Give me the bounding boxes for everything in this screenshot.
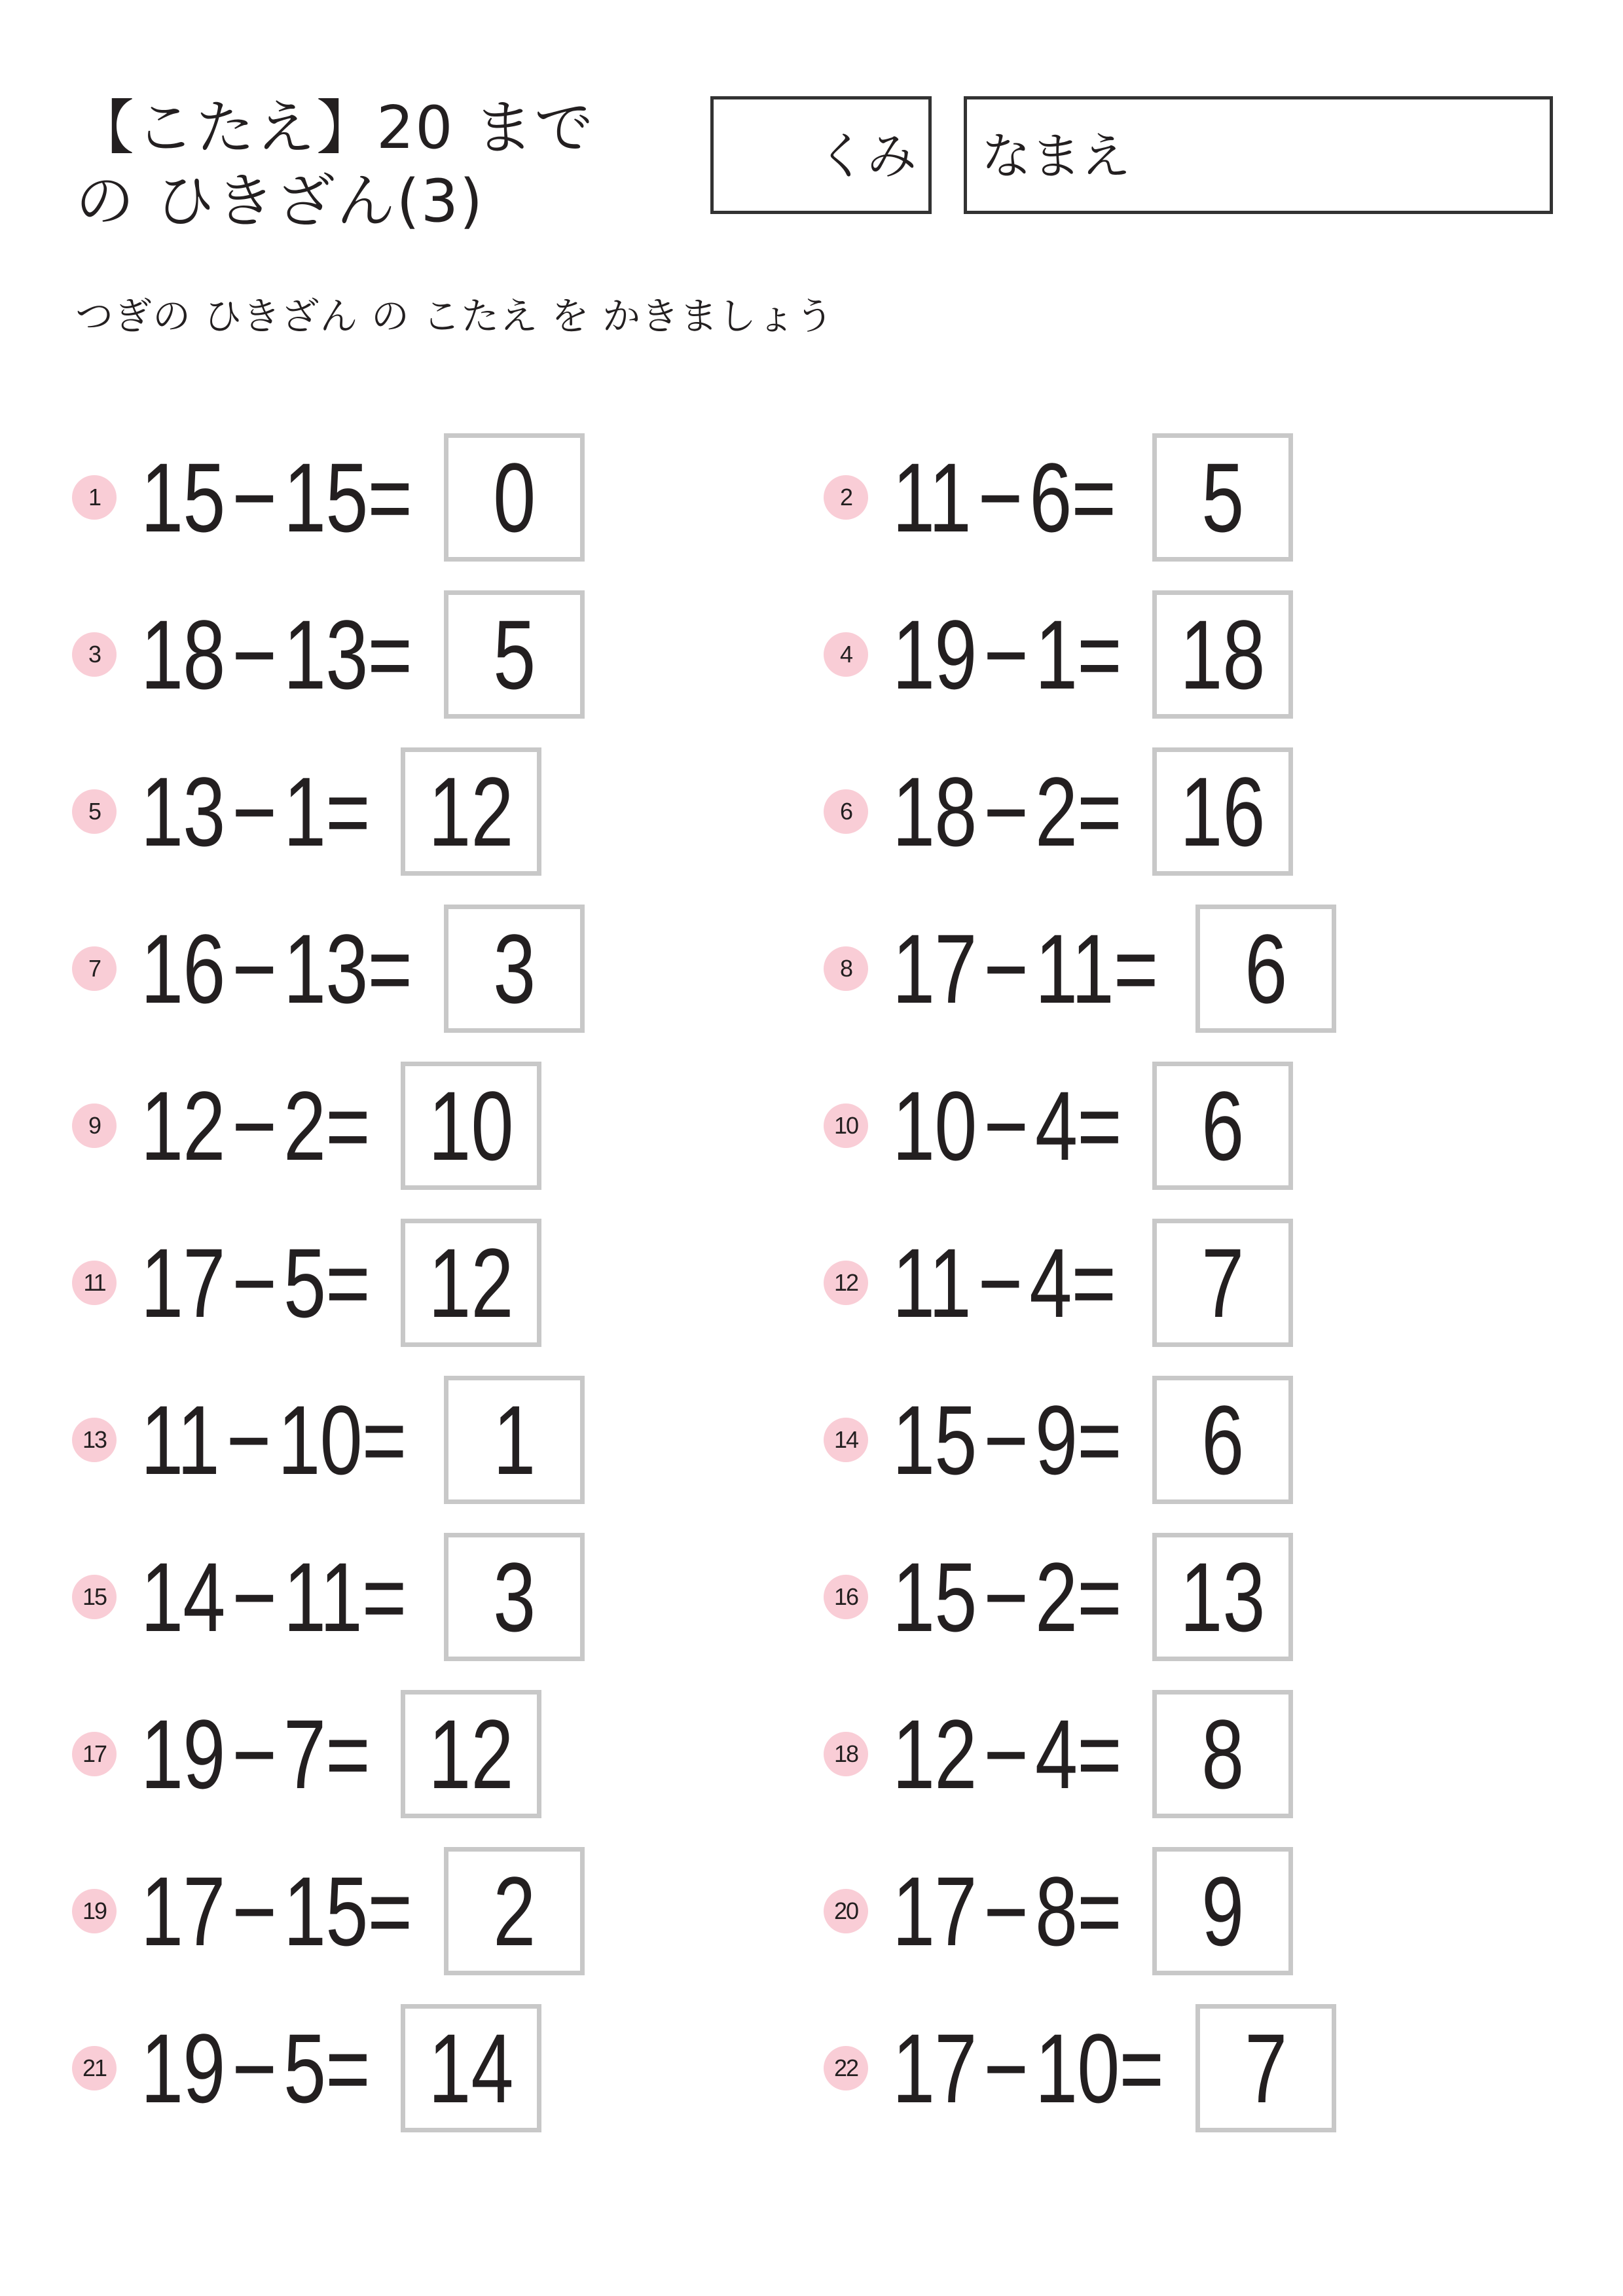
minuend: 19 [892, 600, 977, 709]
problem-item [824, 1062, 1413, 1190]
problem-number-badge: 4 [824, 632, 868, 677]
equals-sign: = [1077, 1699, 1122, 1809]
name-label: なまえ [981, 127, 1131, 185]
problem-item [72, 1847, 661, 1975]
problem-item [824, 1690, 1413, 1818]
minuend: 19 [141, 2013, 225, 2123]
minuend: 15 [892, 1385, 977, 1495]
problem-item [72, 1219, 661, 1347]
equals-sign: = [361, 1542, 407, 1652]
problem-item [824, 433, 1413, 562]
answer-box[interactable] [1152, 1533, 1293, 1661]
equals-sign: = [325, 1699, 370, 1809]
minus-sign: − [232, 1228, 277, 1338]
problem-item [72, 590, 661, 719]
minus-sign: − [983, 1071, 1029, 1181]
equals-sign: = [325, 757, 370, 867]
problem-item [824, 1847, 1413, 1975]
equals-sign: = [367, 914, 412, 1024]
answer-value: 0 [492, 442, 536, 552]
minus-sign: − [232, 600, 277, 709]
answer-value: 5 [492, 600, 536, 709]
problem-expression [892, 1062, 1122, 1190]
subtrahend: 10 [1034, 2013, 1120, 2123]
problem-expression [892, 905, 1158, 1033]
answer-box[interactable] [444, 433, 585, 562]
class-label: くみ [817, 127, 917, 185]
minus-sign: − [983, 757, 1029, 867]
subtrahend: 13 [283, 914, 368, 1024]
subtrahend: 4 [1034, 1699, 1078, 1809]
minuend: 17 [141, 1228, 225, 1338]
answer-box[interactable] [1152, 1219, 1293, 1347]
answer-box[interactable] [401, 1219, 541, 1347]
subtrahend: 4 [1029, 1228, 1072, 1338]
minuend: 18 [892, 757, 977, 867]
problem-number-badge: 18 [824, 1732, 868, 1776]
problem-number-badge: 2 [824, 475, 868, 520]
problem-number-badge: 16 [824, 1575, 868, 1619]
problem-expression [141, 1847, 412, 1975]
problem-expression [892, 2004, 1163, 2132]
minus-sign: − [232, 2013, 277, 2123]
minuend: 10 [892, 1071, 977, 1181]
minus-sign: − [983, 1385, 1029, 1495]
subtrahend: 1 [283, 757, 326, 867]
equals-sign: = [1077, 757, 1122, 867]
problem-number-badge: 13 [72, 1418, 117, 1462]
problem-number-badge: 6 [824, 789, 868, 834]
equals-sign: = [367, 1856, 412, 1966]
answer-box[interactable] [401, 747, 541, 876]
minus-sign: − [977, 1228, 1023, 1338]
answer-box[interactable] [1152, 1376, 1293, 1504]
subtrahend: 2 [283, 1071, 326, 1181]
subtrahend: 9 [1034, 1385, 1078, 1495]
problem-number-badge: 7 [72, 946, 117, 991]
name-field[interactable] [964, 96, 1553, 214]
minus-sign: − [983, 2013, 1029, 2123]
problem-number-badge: 8 [824, 946, 868, 991]
problem-item [72, 1533, 661, 1661]
equals-sign: = [1077, 1856, 1122, 1966]
answer-box[interactable] [444, 1847, 585, 1975]
minus-sign: − [983, 914, 1029, 1024]
answer-box[interactable] [444, 905, 585, 1033]
minuend: 17 [892, 2013, 977, 2123]
problem-item [824, 747, 1413, 876]
equals-sign: = [367, 442, 412, 552]
problem-number-badge: 14 [824, 1418, 868, 1462]
answer-value: 7 [1244, 2013, 1288, 2123]
subtrahend: 2 [1034, 1542, 1078, 1652]
minus-sign: − [226, 1385, 271, 1495]
answer-value: 16 [1180, 757, 1266, 867]
answer-value: 13 [1180, 1542, 1266, 1652]
problem-number-badge: 12 [824, 1261, 868, 1305]
minus-sign: − [977, 442, 1023, 552]
answer-box[interactable] [1152, 1690, 1293, 1818]
problem-item [824, 1533, 1413, 1661]
problem-expression [141, 1533, 406, 1661]
problem-expression [141, 1062, 370, 1190]
problem-expression [892, 1847, 1122, 1975]
problem-number-badge: 21 [72, 2046, 117, 2090]
minuend: 11 [892, 442, 971, 552]
instruction-text: つぎの ひきざん の こたえ を かきましょう [75, 294, 835, 338]
problem-expression [892, 1533, 1122, 1661]
equals-sign: = [1077, 1542, 1122, 1652]
answer-value: 3 [492, 914, 536, 1024]
problem-number-badge: 10 [824, 1103, 868, 1148]
subtrahend: 8 [1034, 1856, 1078, 1966]
problem-expression [141, 433, 412, 562]
subtrahend: 10 [278, 1385, 362, 1495]
answer-box[interactable] [1152, 747, 1293, 876]
problem-item [72, 747, 661, 876]
problem-item [824, 1219, 1413, 1347]
answer-box[interactable] [1152, 590, 1293, 719]
answer-value: 14 [428, 2013, 514, 2123]
subtrahend: 4 [1034, 1071, 1078, 1181]
problem-number-badge: 1 [72, 475, 117, 520]
minus-sign: − [983, 600, 1029, 709]
minuend: 17 [892, 914, 977, 1024]
subtrahend: 13 [283, 600, 368, 709]
answer-value: 10 [428, 1071, 514, 1181]
answer-value: 6 [1201, 1071, 1245, 1181]
worksheet-title: 【こたえ】20 までの ひきざん(3) [75, 94, 595, 236]
problem-item [824, 1376, 1413, 1504]
answer-value: 12 [428, 1228, 514, 1338]
problem-item [72, 905, 661, 1033]
minuend: 14 [141, 1542, 225, 1652]
subtrahend: 7 [283, 1699, 326, 1809]
answer-value: 2 [492, 1856, 536, 1966]
subtrahend: 11 [1034, 914, 1114, 1024]
equals-sign: = [1077, 600, 1122, 709]
minuend: 13 [141, 757, 225, 867]
problem-item [72, 433, 661, 562]
problem-number-badge: 22 [824, 2046, 868, 2090]
problem-expression [892, 433, 1116, 562]
minuend: 17 [892, 1856, 977, 1966]
minus-sign: − [232, 757, 277, 867]
problem-item [72, 1062, 661, 1190]
answer-box[interactable] [401, 2004, 541, 2132]
minus-sign: − [232, 1071, 277, 1181]
minus-sign: − [232, 914, 277, 1024]
minuend: 15 [141, 442, 225, 552]
answer-box[interactable] [401, 1690, 541, 1818]
problem-expression [141, 1219, 370, 1347]
problem-item [72, 1376, 661, 1504]
equals-sign: = [325, 2013, 370, 2123]
minus-sign: − [983, 1542, 1029, 1652]
equals-sign: = [1071, 1228, 1116, 1338]
problem-expression [141, 747, 370, 876]
problem-number-badge: 17 [72, 1732, 117, 1776]
answer-box[interactable] [444, 1376, 585, 1504]
equals-sign: = [1119, 2013, 1164, 2123]
equals-sign: = [1113, 914, 1158, 1024]
problem-number-badge: 3 [72, 632, 117, 677]
problem-expression [892, 590, 1122, 719]
minus-sign: − [232, 442, 277, 552]
problem-item [72, 1690, 661, 1818]
problem-number-badge: 20 [824, 1889, 868, 1933]
subtrahend: 5 [283, 1228, 326, 1338]
equals-sign: = [325, 1071, 370, 1181]
answer-box[interactable] [444, 590, 585, 719]
problem-item [72, 2004, 661, 2132]
equals-sign: = [367, 600, 412, 709]
answer-value: 7 [1201, 1228, 1245, 1338]
minuend: 16 [141, 914, 225, 1024]
answer-value: 8 [1201, 1699, 1245, 1809]
answer-value: 18 [1180, 600, 1266, 709]
minuend: 18 [141, 600, 225, 709]
problem-expression [892, 1690, 1122, 1818]
answer-value: 9 [1201, 1856, 1245, 1966]
problem-number-badge: 19 [72, 1889, 117, 1933]
equals-sign: = [361, 1385, 407, 1495]
answer-box[interactable] [444, 1533, 585, 1661]
answer-box[interactable] [1152, 433, 1293, 562]
minuend: 12 [892, 1699, 977, 1809]
answer-value: 6 [1201, 1385, 1245, 1495]
minus-sign: − [983, 1856, 1029, 1966]
minuend: 19 [141, 1699, 225, 1809]
minuend: 17 [141, 1856, 225, 1966]
subtrahend: 2 [1034, 757, 1078, 867]
minus-sign: − [983, 1699, 1029, 1809]
subtrahend: 15 [283, 442, 368, 552]
equals-sign: = [1077, 1071, 1122, 1181]
answer-box[interactable] [1152, 1062, 1293, 1190]
subtrahend: 5 [283, 2013, 326, 2123]
problem-item [824, 905, 1413, 1033]
equals-sign: = [1077, 1385, 1122, 1495]
answer-value: 12 [428, 757, 514, 867]
answer-box[interactable] [1152, 1847, 1293, 1975]
problem-expression [141, 905, 412, 1033]
problem-expression [892, 747, 1122, 876]
minuend: 11 [892, 1228, 971, 1338]
subtrahend: 6 [1029, 442, 1072, 552]
minus-sign: − [232, 1699, 277, 1809]
minuend: 12 [141, 1071, 225, 1181]
equals-sign: = [325, 1228, 370, 1338]
answer-value: 3 [492, 1542, 536, 1652]
problem-item [824, 590, 1413, 719]
answer-value: 12 [428, 1699, 514, 1809]
problem-expression [141, 1690, 370, 1818]
problem-number-badge: 15 [72, 1575, 117, 1619]
answer-value: 5 [1201, 442, 1245, 552]
problem-number-badge: 11 [72, 1261, 117, 1305]
answer-value: 6 [1244, 914, 1288, 1024]
equals-sign: = [1071, 442, 1116, 552]
subtrahend: 11 [283, 1542, 362, 1652]
answer-box[interactable] [1195, 905, 1336, 1033]
answer-box[interactable] [1195, 2004, 1336, 2132]
problem-expression [892, 1219, 1116, 1347]
minus-sign: − [232, 1542, 277, 1652]
problem-number-badge: 5 [72, 789, 117, 834]
minuend: 15 [892, 1542, 977, 1652]
subtrahend: 1 [1034, 600, 1078, 709]
answer-value: 1 [492, 1385, 536, 1495]
problem-expression [141, 2004, 370, 2132]
minus-sign: − [232, 1856, 277, 1966]
class-field[interactable] [710, 96, 932, 214]
problem-expression [141, 590, 412, 719]
problem-item [824, 2004, 1413, 2132]
minuend: 11 [141, 1385, 219, 1495]
subtrahend: 15 [283, 1856, 368, 1966]
problem-expression [141, 1376, 406, 1504]
answer-box[interactable] [401, 1062, 541, 1190]
problem-expression [892, 1376, 1122, 1504]
problem-number-badge: 9 [72, 1103, 117, 1148]
